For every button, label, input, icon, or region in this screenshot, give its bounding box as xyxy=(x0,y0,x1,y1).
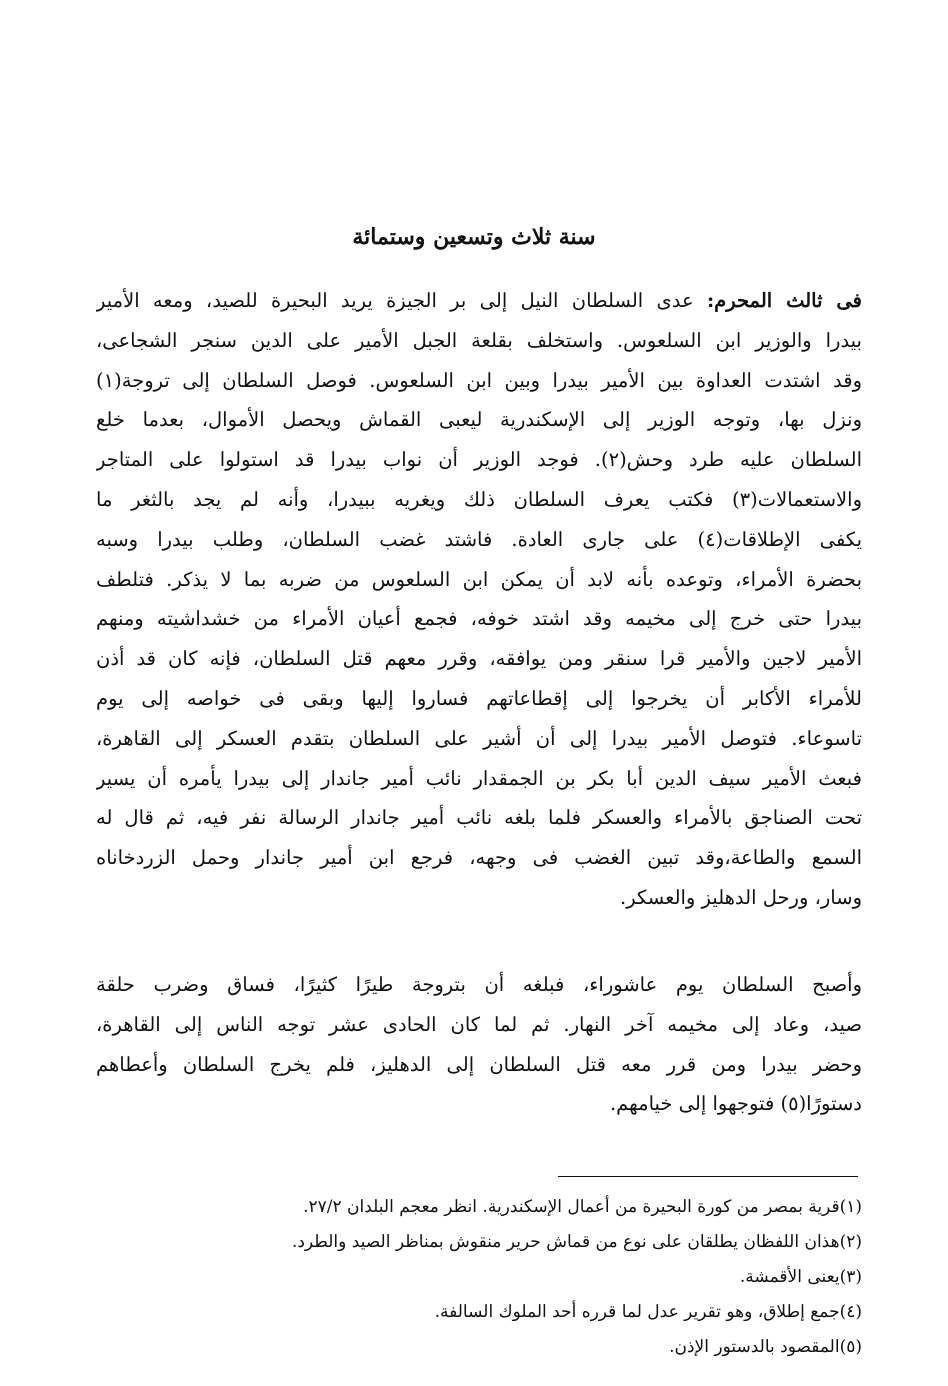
paragraph-line: تاسوعاء. فتوصل الأمير بيدرا إلى أن أشير على السلطان بتقدم العسكر إلى القاهرة، xyxy=(96,726,862,750)
paragraph-line: تحت الصناجق بالأمراء والعسكر فلما بلغه نائب أمير جاندار الرسالة نفر فيه، ثم قال له xyxy=(96,806,862,830)
paragraph-line: بيدرا حتى خرج إلى مخيمه وقد اشتد خوفه، فجمع أعيان الأمراء من خشداشيته ومنهم xyxy=(96,607,862,631)
paragraph-1 xyxy=(96,281,862,918)
paragraph-2 xyxy=(96,965,862,1124)
paragraph-line: والاستعمالات(٣) فكتب يعرف السلطان ذلك ويغريه ببيدرا، وأنه لم يجد بالثغر ما xyxy=(96,487,862,511)
footnote-separator xyxy=(558,1176,858,1177)
paragraph-line: السمع والطاعة،وقد تبين الغضب فى وجهه، فرجع ابن أمير جاندار وحمل الزردخاناه xyxy=(96,846,862,870)
paragraph-line: فى ثالث المحرم: عدى السلطان النيل إلى بر الجيزة يريد البحيرة للصيد، ومعه الأمير xyxy=(96,289,862,312)
paragraph-line: بحضرة الأمراء، وتوعده بأنه لابد أن يمكن ابن السلعوس من ضربه بما لا يذكر. فتلطف xyxy=(96,567,862,591)
paragraph-line: وحضر بيدرا ومن قرر معه قتل السلطان إلى الدهليز، فلم يخرج السلطان وأعطاهم xyxy=(96,1052,862,1076)
footnote-4: (٤)جمع إطلاق، وهو تقرير عدل لما قرره أحد الملوك السالفة. xyxy=(434,1302,862,1322)
paragraph-line: فبعث الأمير سيف الدين أبا بكر بن الجمقدار نائب أمير جاندار إلى بيدرا يأمره أن يسير xyxy=(96,766,862,790)
paragraph-line: وقد اشتدت العداوة بين الأمير بيدرا وبين ابن السلعوس. فوصل السلطان إلى تروجة(١) xyxy=(96,368,862,392)
paragraph-line: ونزل بها، وتوجه الوزير إلى الإسكندرية ليعبى القماش ويحصل الأموال، بعدما خلع xyxy=(96,408,862,432)
footnote-1: (١)قرية بمصر من كورة البحيرة من أعمال الإسكندرية. انظر معجم البلدان ٢٧/٢. xyxy=(303,1197,862,1217)
paragraph-line: وسار، ورحل الدهليز والعسكر. xyxy=(620,885,862,909)
paragraph-line: يكفى الإطلاقات(٤) على جارى العادة. فاشتد غضب السلطان، وطلب بيدرا وسبه xyxy=(96,527,862,551)
paragraph-line: صيد، وعاد إلى مخيمه آخر النهار. ثم لما كان الحادى عشر توجه الناس إلى القاهرة، xyxy=(96,1012,862,1036)
paragraph-line: الأمير لاجين والأمير قرا سنقر ومن يوافقه، وقرر معهم قتل السلطان، فإنه كان قد أذن xyxy=(96,647,862,671)
paragraph-line: بيدرا والوزير ابن السلعوس. واستخلف بقلعة الجبل الأمير على الدين سنجر الشجاعى، xyxy=(96,328,862,352)
paragraph-line: السلطان عليه طرد وحش(٢). فوجد الوزير أن نواب بيدرا قد استولوا على المتاجر xyxy=(96,448,862,472)
footnotes xyxy=(96,1190,862,1365)
paragraph-line: دستورًا(٥) فتوجهوا إلى خيامهم. xyxy=(609,1092,862,1116)
lead-phrase: فى ثالث المحرم: xyxy=(706,289,862,312)
footnote-2: (٢)هذان اللفظان يطلقان على نوع من قماش حرير منقوش بمناظر الصيد والطرد. xyxy=(291,1232,862,1252)
chapter-title: سنة ثلاث وتسعين وستمائة xyxy=(352,224,596,250)
paragraph-line: وأصبح السلطان يوم عاشوراء، فبلغه أن بتروجة طيرًا كثيرًا، فساق وضرب حلقة xyxy=(96,973,862,996)
footnote-3: (٣)يعنى الأقمشة. xyxy=(739,1267,862,1287)
paragraph-line: للأمراء الأكابر أن يخرجوا إلى إقطاعاتهم فساروا إليها وبقى فى خواصه إلى يوم xyxy=(96,686,862,710)
footnote-5: (٥)المقصود بالدستور الإذن. xyxy=(669,1337,862,1357)
